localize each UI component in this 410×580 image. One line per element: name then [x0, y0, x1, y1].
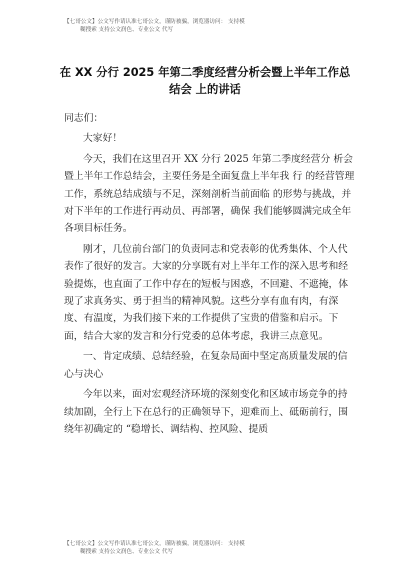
header-note-line-2: 糊搜索 支持公文润色、专业公文 代写 — [80, 27, 174, 33]
greeting: 大家好！ — [83, 133, 123, 145]
salutation: 同志们： — [64, 113, 104, 124]
page-title — [40, 64, 370, 98]
header-note-line-1: 【七哥公文】公文写作请认准七哥公文，谨防被骗，浏览器访问： 支持模 — [64, 19, 245, 25]
paragraph-3: 今年以来，面对宏观经济环境的深刻变化和区域市场竞争的持续加剧，全行上下在总行的正确领导下，迎难而上、砥砺前行，围绕年初确定的 “稳增长、调结构、控风险、提质 — [64, 389, 349, 435]
header-watermark-note — [64, 18, 364, 34]
section-heading-1: 一、肯定成绩、总结经验，在复杂局面中坚定高质量发展的信心与决心 — [64, 351, 348, 380]
page-title-line-2: 结会 上的讲话 — [169, 83, 241, 96]
footer-watermark-note — [64, 540, 364, 556]
paragraph-1: 今天，我们在这里召开 XX 分行 2025 年第二季度经营分 析会暨上半年工作总结会，主要任务是全面复盘上半年我 行 的经营管理工作，系统总结成绩与不足，深刻剖析当前面临 的形势与挑战，并对下半年的工作进行再动员、再部署，确保 我们能够圆满完成全年各项目标任务。 — [64, 153, 355, 235]
paragraph-2: 刚才，几位前台部门的负责同志和党表彰的优秀集体、个人代表作了很好的发言。大家的分享既有对上半年工作的深入思考和经验提炼，也直面了工作中存在的短板与困惑，不回避、不遮掩，体现了求真务实、勇于担当的精神风貌。这些分享有血有肉，有深度、有温度，为我们接下来的工作提供了宝贵的借鉴和启示。下面，结合大家的发言和分行党委的总体考虑，我讲三点意见。 — [64, 243, 349, 342]
footer-note-line-2: 糊搜索 支持公文润色、专业公文 代写 — [80, 549, 174, 555]
document-body — [64, 110, 356, 438]
footer-note-line-1: 【七哥公文】公文写作请认准七哥公文，谨防被骗，浏览器访问： 支持模 — [64, 541, 245, 547]
page-title-line-1: 在 XX 分行 2025 年第二季度经营分析会暨上半年工作总 — [59, 66, 351, 79]
